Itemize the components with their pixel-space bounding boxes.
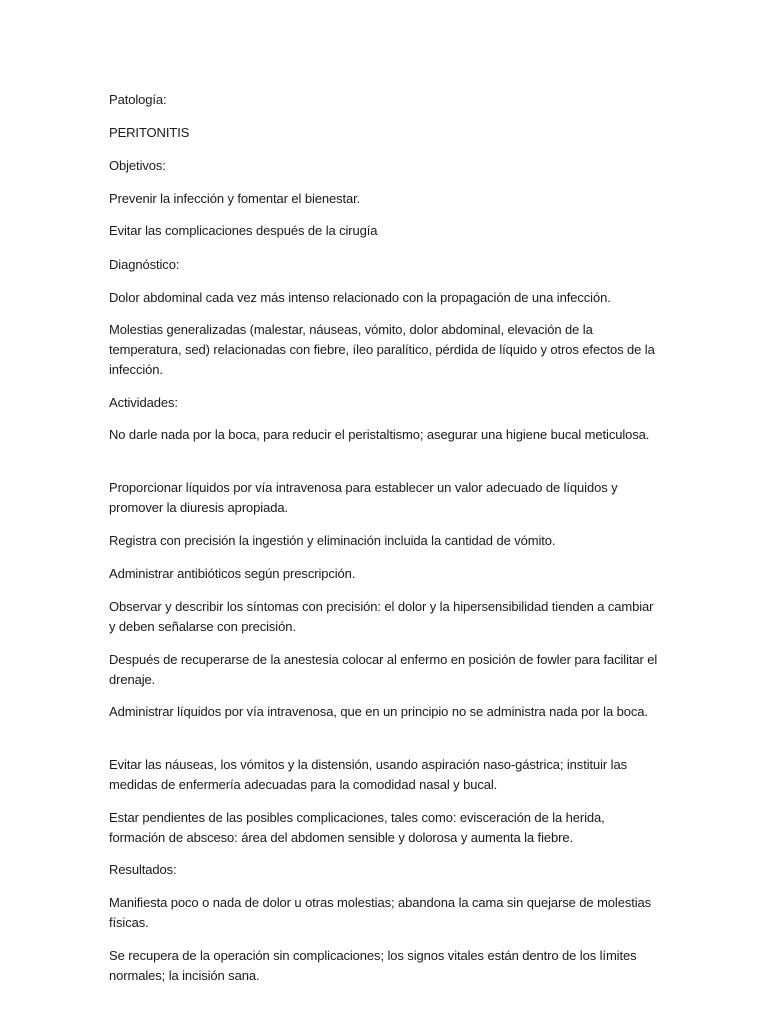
paragraph-diagnostico-1: Dolor abdominal cada vez más intenso relacionado con la propagación de una infección. xyxy=(109,290,611,305)
heading-actividades: Actividades: xyxy=(109,395,178,410)
paragraph-resultado-2: Se recupera de la operación sin complicaciones; los signos vitales están dentro de los límites normales; la incisión sana. xyxy=(109,948,637,983)
paragraph-actividad-1: No darle nada por la boca, para reducir el peristaltismo; asegurar una higiene bucal meticulosa. xyxy=(109,427,650,442)
heading-patologia: Patología: xyxy=(109,92,167,107)
heading-diagnostico: Diagnóstico: xyxy=(109,257,180,272)
paragraph-resultado-1: Manifiesta poco o nada de dolor u otras molestias; abandona la cama sin quejarse de molestias físicas. xyxy=(109,895,652,930)
paragraph-actividad-6: Después de recuperarse de la anestesia colocar al enfermo en posición de fowler para facilitar el drenaje. xyxy=(109,652,658,687)
paragraph-actividad-3: Registra con precisión la ingestión y eliminación incluida la cantidad de vómito. xyxy=(109,533,556,548)
paragraph-actividad-4: Administrar antibióticos según prescripción. xyxy=(109,566,356,581)
paragraph-actividad-7: Administrar líquidos por vía intravenosa, que en un principio no se administra nada por la boca. xyxy=(109,704,648,719)
paragraph-actividad-5: Observar y describir los síntomas con precisión: el dolor y la hipersensibilidad tienden a cambiar y deben señalarse con precisión. xyxy=(109,599,654,634)
paragraph-objetivo-1: Prevenir la infección y fomentar el bienestar. xyxy=(109,191,361,206)
paragraph-diagnostico-2: Molestias generalizadas (malestar, náuseas, vómito, dolor abdominal, elevación de la temperatura, sed) relacionadas con fiebre, íleo paralítico, pérdida de líquido y otros efectos de la infección. xyxy=(109,322,655,377)
paragraph-actividad-8: Evitar las náuseas, los vómitos y la distensión, usando aspiración naso-gástrica; instituir las medidas de enfermería adecuadas para la comodidad nasal y bucal. xyxy=(109,757,627,792)
heading-peritonitis: PERITONITIS xyxy=(109,125,190,140)
paragraph-objetivo-2: Evitar las complicaciones después de la cirugía xyxy=(109,223,378,238)
paragraph-actividad-9: Estar pendientes de las posibles complicaciones, tales como: evisceración de la herida, formación de absceso: área del abdomen sensible y dolorosa y aumenta la fiebre. xyxy=(109,810,605,845)
heading-resultados: Resultados: xyxy=(109,862,177,877)
paragraph-actividad-2: Proporcionar líquidos por vía intravenosa para establecer un valor adecuado de líquidos y promover la diuresis apropiada. xyxy=(109,480,618,515)
heading-objetivos: Objetivos: xyxy=(109,158,166,173)
